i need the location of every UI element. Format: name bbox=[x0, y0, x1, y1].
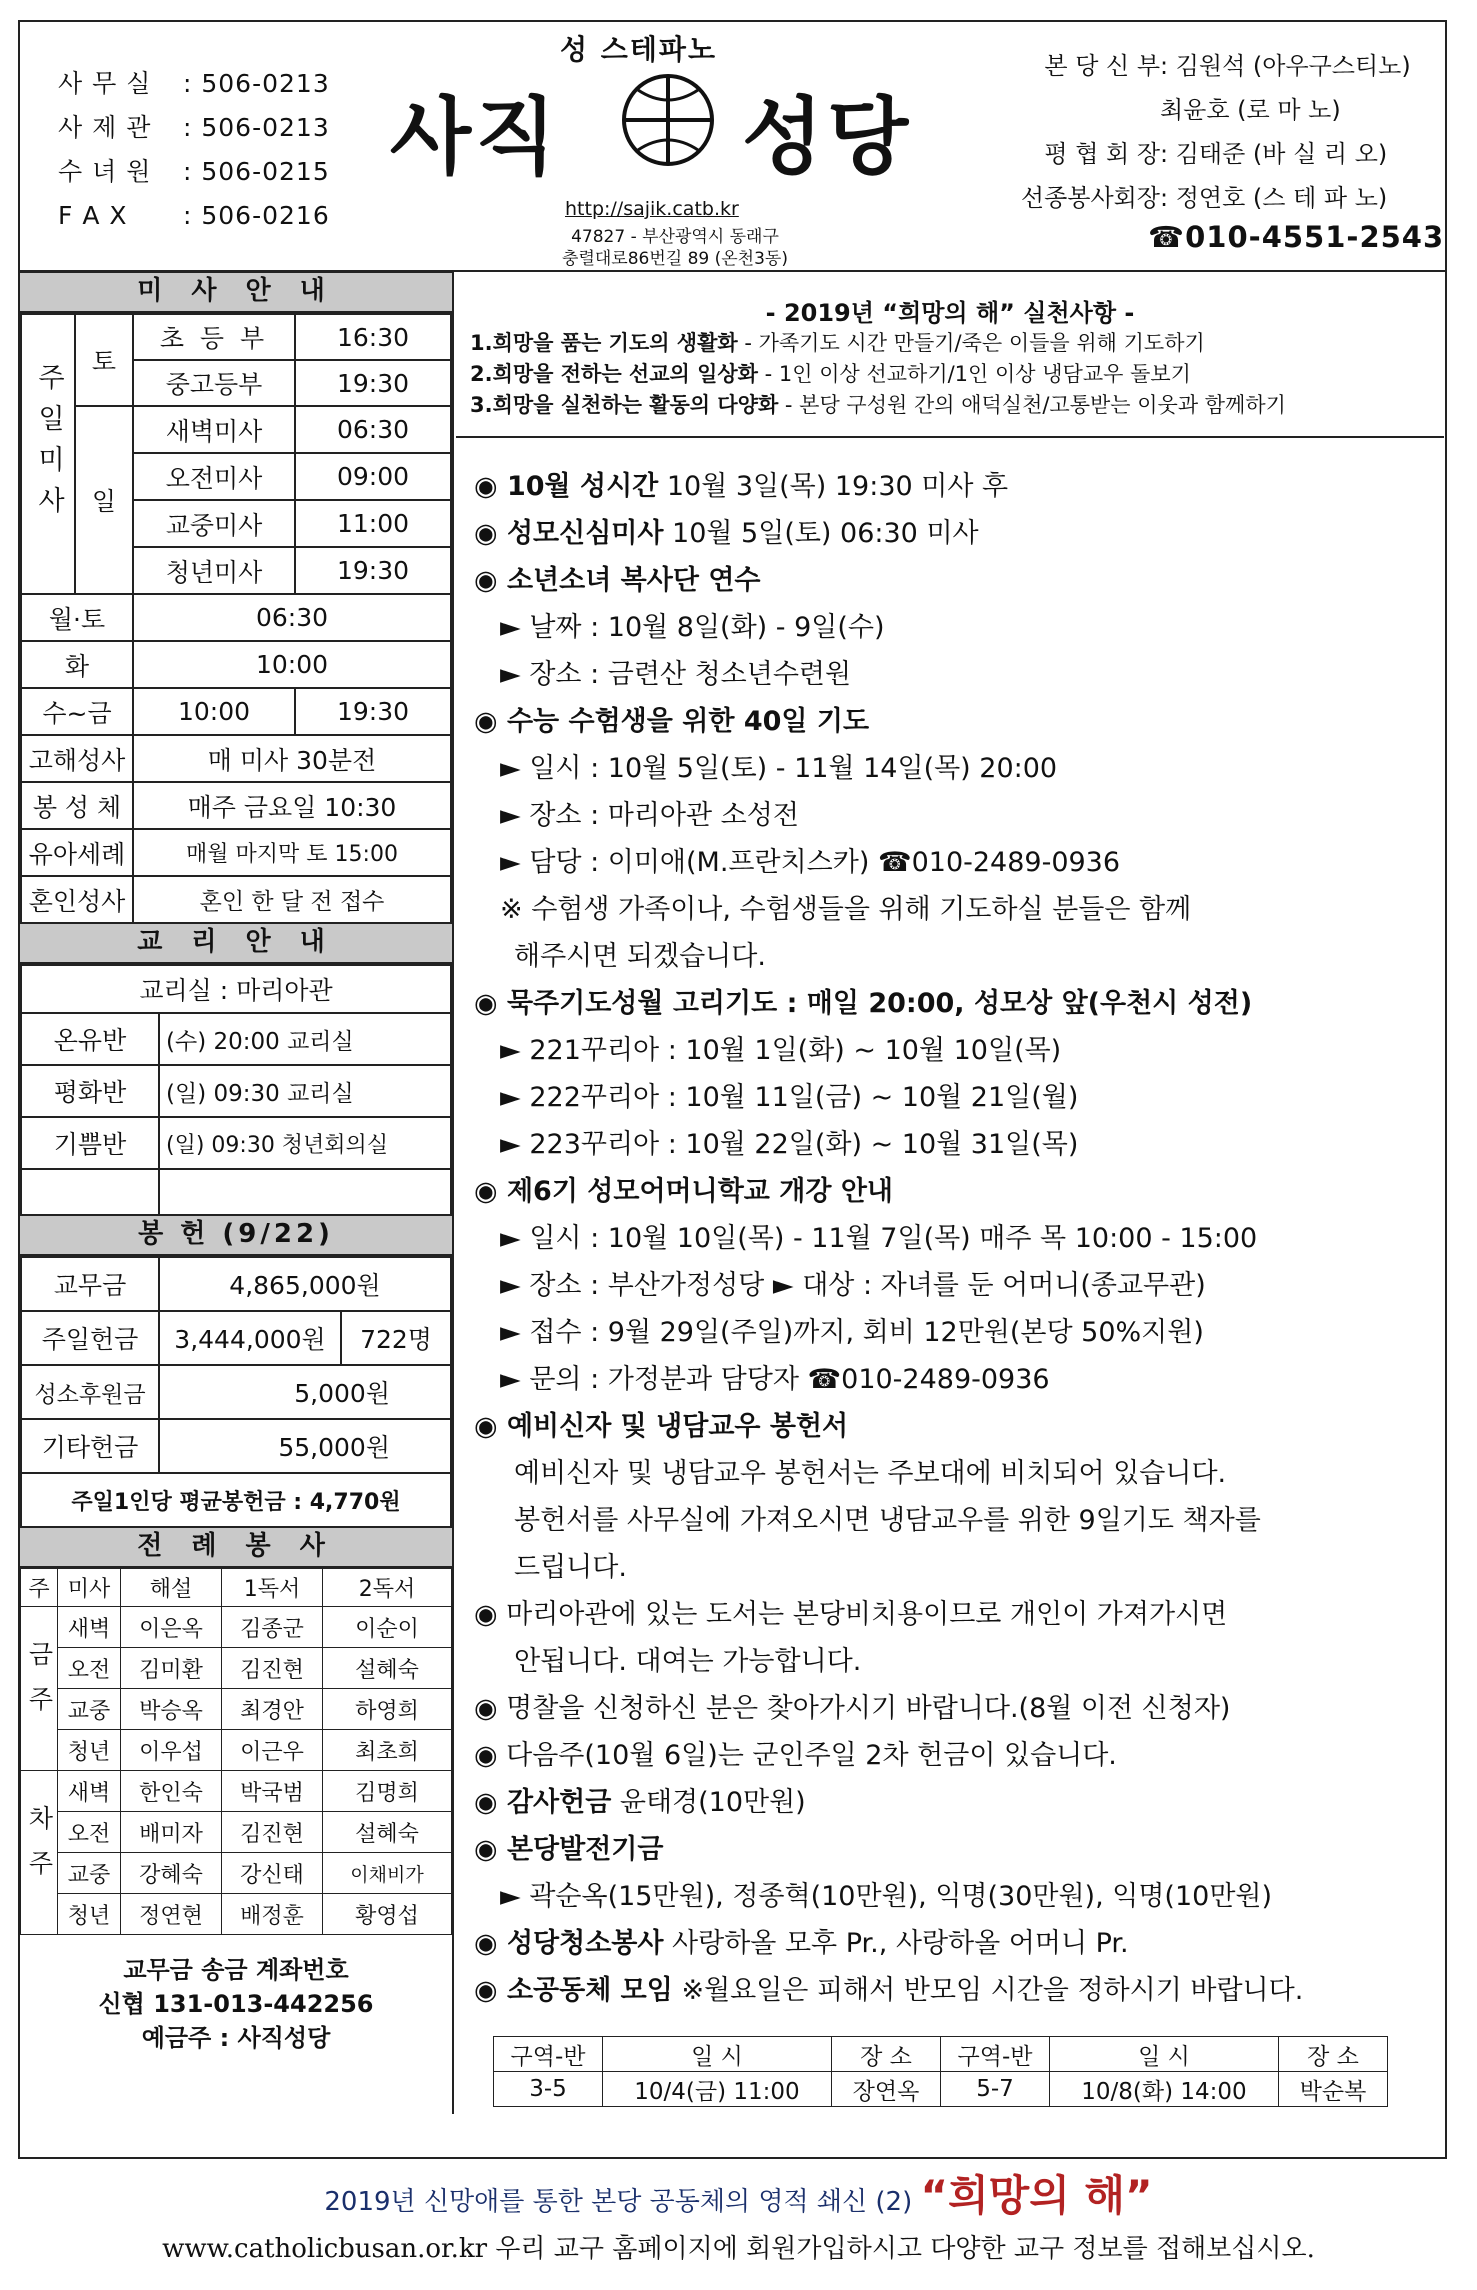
notice-line bbox=[474, 933, 1442, 980]
mass-name: 청년미사 bbox=[133, 547, 295, 594]
schedule-cell: 장연옥 bbox=[832, 2072, 941, 2107]
liturgy-person: 김명희 bbox=[323, 1771, 452, 1812]
liturgy-mass: 오전 bbox=[58, 1812, 121, 1853]
church-website-link[interactable]: http://sajik.catb.kr bbox=[565, 198, 739, 220]
schedule-header: 일 시 bbox=[603, 2037, 832, 2072]
notice-text: ► 곽순옥(15만원), 정종혁(10만원), 익명(30만원), 익명(10만원) bbox=[500, 1881, 1273, 1912]
class-name: 기쁨반 bbox=[21, 1117, 159, 1169]
liturgy-person: 이채비가 bbox=[323, 1853, 452, 1894]
goals-divider bbox=[456, 436, 1444, 438]
notice-line bbox=[474, 1450, 1442, 1497]
notice-line bbox=[474, 1309, 1442, 1356]
liturgy-person: 박승옥 bbox=[121, 1689, 222, 1730]
notice-line bbox=[474, 651, 1442, 698]
notice-text: ► 222꾸리아 : 10월 11일(금) ~ 10월 21일(월) bbox=[500, 1082, 1079, 1113]
class-time: (일) 09:30 청년회의실 bbox=[159, 1117, 451, 1169]
schedule-header: 구역-반 bbox=[941, 2037, 1050, 2072]
notice-text: ◉ 명찰을 신청하신 분은 찾아가시기 바랍니다.(8월 이전 신청자) bbox=[474, 1693, 1231, 1724]
notice-line bbox=[474, 1873, 1442, 1920]
account-number: 신협 131-013-442256 bbox=[98, 1990, 374, 2018]
liturgy-person: 최경안 bbox=[222, 1689, 323, 1730]
column-divider bbox=[452, 271, 454, 2114]
notice-text: 예비신자 및 냉담교우 봉헌서는 주보대에 비치되어 있습니다. bbox=[514, 1458, 1227, 1489]
notice-heading: ◉ 수능 수험생을 위한 40일 기도 bbox=[474, 706, 870, 737]
notice-line bbox=[474, 1121, 1442, 1168]
staff-list bbox=[990, 44, 1411, 220]
liturgy-person: 강신태 bbox=[222, 1853, 323, 1894]
notice-text: 사랑하올 모후 Pr., 사랑하올 어머니 Pr. bbox=[663, 1928, 1129, 1959]
notice-line bbox=[474, 604, 1442, 651]
next-week-label: 차주 bbox=[21, 1771, 58, 1935]
sacrament-info: 매 미사 30분전 bbox=[133, 735, 451, 782]
mass-name: 중고등부 bbox=[133, 360, 295, 406]
offering-type: 교무금 bbox=[21, 1257, 159, 1311]
notice-line bbox=[474, 1262, 1442, 1309]
sunday-mass-label: 주일미사 bbox=[21, 314, 75, 594]
class-name: 온유반 bbox=[21, 1013, 159, 1065]
liturgy-person: 이우섭 bbox=[121, 1730, 222, 1771]
liturgy-mass: 새벽 bbox=[58, 1771, 121, 1812]
catechism-table bbox=[20, 964, 452, 1216]
notice-line bbox=[474, 1497, 1442, 1544]
liturgy-person: 배정훈 bbox=[222, 1894, 323, 1935]
notice-list bbox=[474, 463, 1442, 2014]
account-holder: 예금주 : 사직성당 bbox=[141, 2024, 331, 2052]
phone-number: ☎010-4551-2543 bbox=[1148, 220, 1445, 254]
notice-heading: ◉ 10월 성시간 bbox=[474, 471, 659, 502]
notice-text: ◉ 다음주(10월 6일)는 군인주일 2차 헌금이 있습니다. bbox=[474, 1740, 1117, 1771]
sacrament-info: 혼인 한 달 전 접수 bbox=[133, 876, 451, 923]
offering-section-title: 봉 헌 (9/22) bbox=[20, 1216, 452, 1256]
account-title: 교무금 송금 계좌번호 bbox=[123, 1956, 349, 1984]
liturgy-mass: 교중 bbox=[58, 1689, 121, 1730]
liturgy-person: 황영섭 bbox=[323, 1894, 452, 1935]
notice-heading: ◉ 소년소녀 복사단 연수 bbox=[474, 565, 761, 596]
mass-time: 09:00 bbox=[295, 453, 451, 500]
mass-time: 19:30 bbox=[295, 360, 451, 406]
notice-heading: ◉ 감사헌금 bbox=[474, 1787, 612, 1818]
offering-count: 722명 bbox=[341, 1311, 451, 1365]
liturgy-person: 하영희 bbox=[323, 1689, 452, 1730]
goal-item: 1.희망을 품는 기도의 생활화 - 가족기도 시간 만들기/죽은 이들을 위해 기도하기 bbox=[470, 331, 1205, 355]
notice-line bbox=[474, 557, 1442, 604]
account-info bbox=[20, 1935, 452, 2055]
notice-heading: ◉ 묵주기도성월 고리기도 : 매일 20:00, 성모상 앞(우천시 성전) bbox=[474, 988, 1253, 1019]
offering-amount: 55,000원 bbox=[159, 1419, 451, 1473]
sacrament-name: 유아세례 bbox=[21, 829, 133, 876]
diocese-website-link[interactable]: www.catholicbusan.or.kr bbox=[162, 2234, 488, 2264]
schedule-header: 장 소 bbox=[832, 2037, 941, 2072]
liturgy-mass: 청년 bbox=[58, 1730, 121, 1771]
patron-saint: 성 스테파노 bbox=[560, 33, 717, 66]
liturgy-person: 최초희 bbox=[323, 1730, 452, 1771]
average-offering: 주일1인당 평균봉헌금 : 4,770원 bbox=[21, 1473, 451, 1527]
sacrament-name: 봉 성 체 bbox=[21, 782, 133, 829]
offering-type: 기타헌금 bbox=[21, 1419, 159, 1473]
weekday-time: 19:30 bbox=[295, 688, 451, 735]
notice-line bbox=[474, 1544, 1442, 1591]
liturgy-person: 이순이 bbox=[323, 1607, 452, 1648]
mass-name: 오전미사 bbox=[133, 453, 295, 500]
notice-text: ► 장소 : 부산가정성당 ► 대상 : 자녀를 둔 어머니(종교무관) bbox=[500, 1270, 1206, 1301]
notice-text: ► 221꾸리아 : 10월 1일(화) ~ 10월 10일(목) bbox=[500, 1035, 1062, 1066]
notice-heading: ◉ 소공동체 모임 bbox=[474, 1975, 673, 2006]
liturgy-person: 정연현 bbox=[121, 1894, 222, 1935]
class-name: 평화반 bbox=[21, 1065, 159, 1117]
notice-text: 윤태경(10만원) bbox=[611, 1787, 806, 1818]
schedule-header: 장 소 bbox=[1279, 2037, 1388, 2072]
saturday-label: 토 bbox=[75, 314, 133, 406]
notice-text: ► 담당 : 이미애(M.프란치스카) ☎010-2489-0936 bbox=[500, 847, 1121, 878]
liturgy-person: 김진현 bbox=[222, 1648, 323, 1689]
weekday-time: 10:00 bbox=[133, 688, 295, 735]
weekday-name: 화 bbox=[21, 641, 133, 688]
liturgy-mass: 청년 bbox=[58, 1894, 121, 1935]
notice-text: 봉헌서를 사무실에 가져오시면 냉담교우를 위한 9일기도 책자를 bbox=[514, 1505, 1261, 1536]
right-column bbox=[456, 271, 1444, 2114]
sacrament-name: 고해성사 bbox=[21, 735, 133, 782]
empty-cell bbox=[159, 1169, 451, 1215]
notice-text: ► 일시 : 10월 5일(토) - 11월 14일(목) 20:00 bbox=[500, 753, 1058, 784]
offering-type: 주일헌금 bbox=[21, 1311, 159, 1365]
mass-name: 초 등 부 bbox=[133, 314, 295, 360]
notice-line bbox=[474, 1356, 1442, 1403]
liturgy-mass: 오전 bbox=[58, 1648, 121, 1689]
liturgy-mass: 교중 bbox=[58, 1853, 121, 1894]
offering-amount: 5,000원 bbox=[159, 1365, 451, 1419]
notice-text: ※월요일은 피해서 반모임 시간을 정하시기 바랍니다. bbox=[672, 1975, 1304, 2006]
liturgy-person: 박국범 bbox=[222, 1771, 323, 1812]
notice-line bbox=[474, 698, 1442, 745]
notice-text: ► 장소 : 마리아관 소성전 bbox=[500, 800, 799, 831]
schedule-header: 일 시 bbox=[1050, 2037, 1279, 2072]
mass-time: 11:00 bbox=[295, 500, 451, 547]
notice-line bbox=[474, 1591, 1442, 1638]
notice-line bbox=[474, 1732, 1442, 1779]
weekday-name: 월·토 bbox=[21, 594, 133, 641]
notice-text: ◉ 마리아관에 있는 도서는 본당비치용이므로 개인이 가져가시면 bbox=[474, 1599, 1228, 1630]
goal-item: 2.희망을 전하는 선교의 일상화 - 1인 이상 선교하기/1인 이상 냉담교우 돌보기 bbox=[470, 362, 1191, 386]
notice-text: 해주시면 되겠습니다. bbox=[514, 941, 766, 972]
notice-line bbox=[474, 1685, 1442, 1732]
empty-cell bbox=[21, 1169, 159, 1215]
church-name-second: 성당 bbox=[742, 88, 913, 186]
staff-assistant: 최윤호 (로 마 노) bbox=[1160, 96, 1341, 124]
contact-convent: 수 녀 원 : 506-0215 bbox=[58, 157, 330, 186]
notice-line bbox=[474, 839, 1442, 886]
notice-line bbox=[474, 1403, 1442, 1450]
liturgy-section-title: 전 례 봉 사 bbox=[20, 1528, 452, 1568]
notice-text: 안됩니다. 대여는 가능합니다. bbox=[514, 1646, 862, 1677]
sacrament-name: 혼인성사 bbox=[21, 876, 133, 923]
notice-line bbox=[474, 1826, 1442, 1873]
catechism-section-title: 교 리 안 내 bbox=[20, 924, 452, 964]
class-time: (일) 09:30 교리실 bbox=[159, 1065, 451, 1117]
notice-line bbox=[474, 1638, 1442, 1685]
goal-item: 3.희망을 실천하는 활동의 다양화 - 본당 구성원 간의 애덕실천/고통받는 이웃과 함께하기 bbox=[470, 393, 1286, 417]
notice-line bbox=[474, 1168, 1442, 1215]
sacrament-info: 매월 마지막 토 15:00 bbox=[133, 829, 451, 876]
liturgy-header: 해설 bbox=[121, 1569, 222, 1607]
notice-text: 드립니다. bbox=[514, 1552, 627, 1583]
liturgy-person: 설혜숙 bbox=[323, 1812, 452, 1853]
notice-heading: ◉ 본당발전기금 bbox=[474, 1834, 664, 1865]
notice-text: ► 223꾸리아 : 10월 22일(화) ~ 10월 31일(목) bbox=[500, 1129, 1079, 1160]
notice-line bbox=[474, 1215, 1442, 1262]
liturgy-person: 김진현 bbox=[222, 1812, 323, 1853]
mass-time: 16:30 bbox=[295, 314, 451, 360]
schedule-cell: 3-5 bbox=[494, 2072, 603, 2107]
schedule-cell: 5-7 bbox=[941, 2072, 1050, 2107]
weekday-time: 10:00 bbox=[133, 641, 451, 688]
goals-list bbox=[456, 328, 1444, 421]
liturgy-header: 주 bbox=[21, 1569, 58, 1607]
notice-text: ► 날짜 : 10월 8일(화) - 9일(수) bbox=[500, 612, 885, 643]
notice-line bbox=[474, 1779, 1442, 1826]
footer-theme: 2019년 신망애를 통한 본당 공동체의 영적 쇄신 (2) “희망의 해” bbox=[324, 2171, 1153, 2220]
staff-funeral: 선종봉사회장: 정연호 (스 테 파 노) bbox=[1020, 184, 1388, 212]
sacrament-info: 매주 금요일 10:30 bbox=[133, 782, 451, 829]
schedule-cell: 10/4(금) 11:00 bbox=[603, 2072, 832, 2107]
schedule-header: 구역-반 bbox=[494, 2037, 603, 2072]
liturgy-table bbox=[20, 1568, 452, 1935]
contact-fax: F A X : 506-0216 bbox=[58, 201, 330, 230]
mass-name: 교중미사 bbox=[133, 500, 295, 547]
contact-office: 사 무 실 : 506-0213 bbox=[58, 69, 330, 98]
liturgy-person: 배미자 bbox=[121, 1812, 222, 1853]
schedule-cell: 10/8(화) 14:00 bbox=[1050, 2072, 1279, 2107]
class-time: (수) 20:00 교리실 bbox=[159, 1013, 451, 1065]
notice-text: ※ 수험생 가족이나, 수험생들을 위해 기도하실 분들은 함께 bbox=[500, 894, 1192, 925]
liturgy-person: 이근우 bbox=[222, 1730, 323, 1771]
liturgy-header: 2독서 bbox=[323, 1569, 452, 1607]
liturgy-mass: 새벽 bbox=[58, 1607, 121, 1648]
church-address: 47827 - 부산광역시 동래구 충렬대로86번길 89 (온천3동) bbox=[562, 227, 788, 269]
liturgy-header: 1독서 bbox=[222, 1569, 323, 1607]
notice-line bbox=[474, 463, 1442, 510]
notice-text: ► 일시 : 10월 10일(목) - 11월 7일(목) 매주 목 10:00 - 15:00 bbox=[500, 1223, 1258, 1254]
liturgy-person: 이은옥 bbox=[121, 1607, 222, 1648]
contact-rectory: 사 제 관 : 506-0213 bbox=[58, 113, 330, 142]
weekday-name: 수~금 bbox=[21, 688, 133, 735]
offering-type: 성소후원금 bbox=[21, 1365, 159, 1419]
staff-pastor: 본 당 신 부: 김원석 (아우구스티노) bbox=[1044, 52, 1411, 80]
mass-name: 새벽미사 bbox=[133, 406, 295, 453]
church-cross-logo-icon bbox=[618, 70, 718, 170]
notice-line bbox=[474, 1967, 1442, 2014]
staff-council: 평 협 회 장: 김태준 (바 실 리 오) bbox=[1044, 140, 1388, 168]
liturgy-person: 설혜숙 bbox=[323, 1648, 452, 1689]
liturgy-person: 김종군 bbox=[222, 1607, 323, 1648]
notice-heading: ◉ 제6기 성모어머니학교 개강 안내 bbox=[474, 1176, 894, 1207]
notice-line bbox=[474, 510, 1442, 557]
notice-line bbox=[474, 1074, 1442, 1121]
notice-line bbox=[474, 745, 1442, 792]
mass-table bbox=[20, 313, 452, 924]
schedule-cell: 박순복 bbox=[1279, 2072, 1388, 2107]
footer-diocese: www.catholicbusan.or.kr 우리 교구 홈페이지에 회원가입하시고 다양한 교구 정보를 접해보십시오. bbox=[162, 2234, 1315, 2264]
notice-text: ► 장소 : 금련산 청소년수련원 bbox=[500, 659, 852, 690]
liturgy-person: 강혜숙 bbox=[121, 1853, 222, 1894]
mass-section-title: 미 사 안 내 bbox=[20, 271, 452, 313]
notice-line bbox=[474, 1027, 1442, 1074]
liturgy-person: 김미환 bbox=[121, 1648, 222, 1689]
contact-list bbox=[58, 62, 330, 238]
notice-text: ► 문의 : 가정분과 담당자 ☎010-2489-0936 bbox=[500, 1364, 1050, 1395]
offering-amount: 4,865,000원 bbox=[159, 1257, 451, 1311]
notice-line bbox=[474, 886, 1442, 933]
group-meeting-table bbox=[493, 2036, 1388, 2107]
this-week-label: 금주 bbox=[21, 1607, 58, 1771]
notice-text: 10월 5일(토) 06:30 미사 bbox=[663, 518, 979, 549]
notice-heading: ◉ 성모신심미사 bbox=[474, 518, 664, 549]
liturgy-person: 한인숙 bbox=[121, 1771, 222, 1812]
catechism-room: 교리실 : 마리아관 bbox=[21, 965, 451, 1013]
notice-text: 10월 3일(목) 19:30 미사 후 bbox=[658, 471, 1009, 502]
liturgy-header: 미사 bbox=[58, 1569, 121, 1607]
mass-time: 19:30 bbox=[295, 547, 451, 594]
offering-amount: 3,444,000원 bbox=[159, 1311, 341, 1365]
notice-text: ► 접수 : 9월 29일(주일)까지, 회비 12만원(본당 50%지원) bbox=[500, 1317, 1204, 1348]
church-name-first: 사직 bbox=[390, 88, 561, 186]
offering-table bbox=[20, 1256, 452, 1528]
notice-line bbox=[474, 980, 1442, 1027]
notice-heading: ◉ 예비신자 및 냉담교우 봉헌서 bbox=[474, 1411, 849, 1442]
footer-theme-highlight: “희망의 해” bbox=[920, 2171, 1153, 2220]
notice-line bbox=[474, 792, 1442, 839]
mass-time: 06:30 bbox=[295, 406, 451, 453]
notice-heading: ◉ 성당청소봉사 bbox=[474, 1928, 664, 1959]
notice-line bbox=[474, 1920, 1442, 1967]
weekday-time: 06:30 bbox=[133, 594, 451, 641]
sunday-label: 일 bbox=[75, 406, 133, 594]
left-column bbox=[20, 271, 452, 2055]
goals-title: - 2019년 “희망의 해” 실천사항 - bbox=[765, 299, 1135, 327]
